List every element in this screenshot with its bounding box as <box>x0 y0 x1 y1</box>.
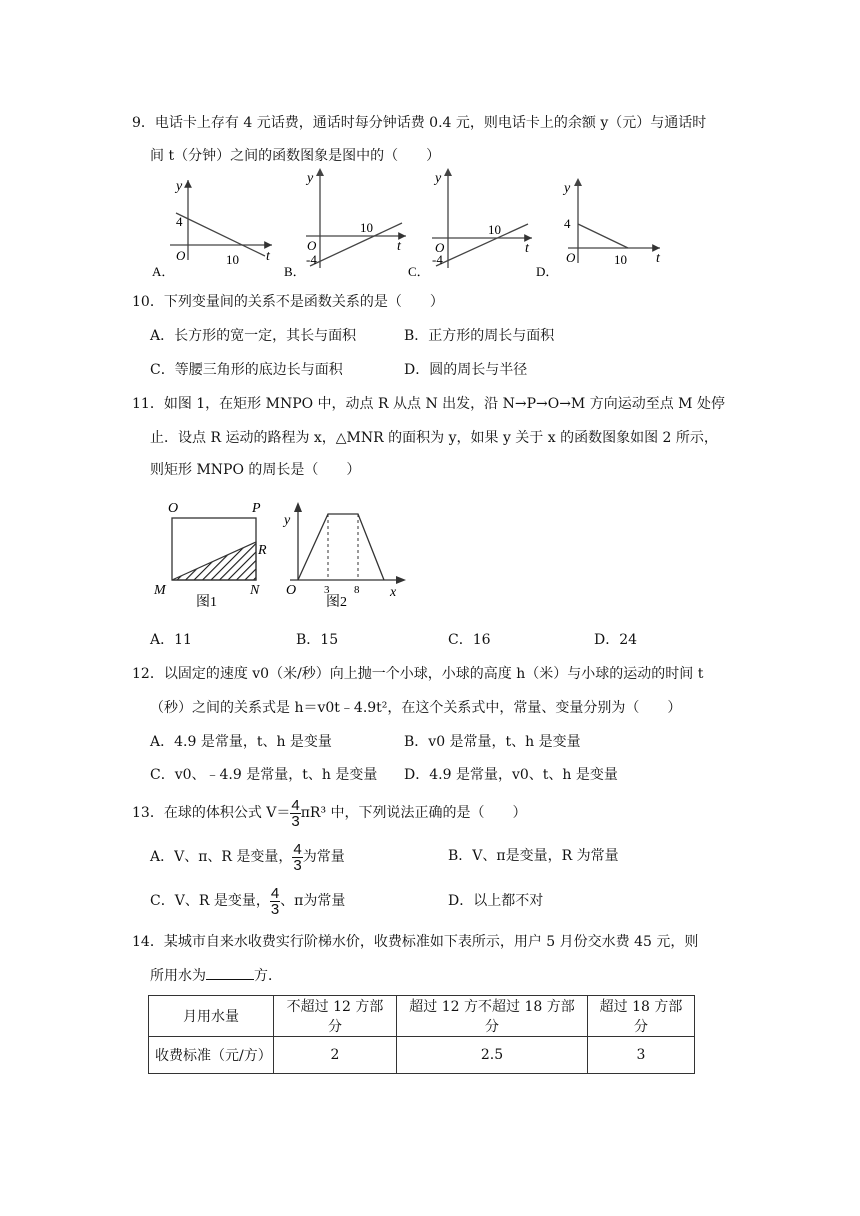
table-header-row <box>149 996 695 1037</box>
q11-option-b: B．15 <box>296 632 339 648</box>
svg-text:y: y <box>435 171 442 186</box>
table-cell: 2.5 <box>397 1037 588 1074</box>
q11-figure <box>150 496 420 612</box>
q9-stem-line1: 9．电话卡上存有 4 元话费，通话时每分钟话费 0.4 元，则电话卡上的余额 y（元）与通话时 <box>132 115 707 131</box>
svg-text:4: 4 <box>564 216 571 231</box>
table-cell: 2 <box>274 1037 397 1074</box>
q11-stem-line1: 11．如图 1，在矩形 MNPO 中，动点 R 从点 N 出发，沿 N→P→O→M 方向运动至点 M 处停 <box>132 396 725 412</box>
table-cell: 收费标准（元/方） <box>149 1037 274 1074</box>
svg-text:t: t <box>397 239 401 254</box>
svg-text:3: 3 <box>324 584 330 596</box>
svg-text:y: y <box>307 171 314 186</box>
q9-graph-a <box>152 179 272 279</box>
table-cell: 月用水量 <box>149 996 274 1037</box>
q11-stem-line2: 止．设点 R 运动的路程为 x，△MNR 的面积为 y，如果 y 关于 x 的函数图象如图 2 所示， <box>150 430 718 446</box>
svg-text:C．: C． <box>408 264 430 279</box>
q11-option-a: A．11 <box>150 632 192 648</box>
q10-option-c: C．等腰三角形的底边长与面积 <box>150 362 343 378</box>
q13-option-a: A．V、π、R 是变量， $\frac{4}{3}$ 为常量 <box>150 840 345 874</box>
q11-fig2 <box>282 502 406 610</box>
svg-text:O: O <box>286 583 297 598</box>
svg-text:N: N <box>250 583 260 598</box>
q9a-10: 10 <box>226 252 239 267</box>
q12-option-c: C．v0、﹣4.9 是常量，t、h 是变量 <box>150 767 378 783</box>
q14-stem-line1: 14．某城市自来水收费实行阶梯水价，收费标准如下表所示，用户 5 月份交水费 45 元，则 <box>132 934 699 950</box>
svg-text:y: y <box>284 513 291 528</box>
q13-option-d: D．以上都不对 <box>448 893 544 909</box>
q13-option-c: C．V、R 是变量， $\frac{4}{3}$ 、π为常量 <box>150 884 346 918</box>
q12-option-a: A．4.9 是常量，t、h 是变量 <box>150 734 332 750</box>
svg-text:-4: -4 <box>306 252 317 267</box>
q13-fraction: $\frac{4}{3}$ <box>291 796 300 830</box>
svg-text:t: t <box>525 241 529 256</box>
q9-graph-b <box>284 168 406 279</box>
table-row <box>149 1037 695 1074</box>
q12-option-d: D．4.9 是常量，v0、t、h 是变量 <box>404 767 618 783</box>
q14-stem-line2: 所用水为 方． <box>150 965 282 986</box>
svg-text:M: M <box>154 583 166 598</box>
q13-stem: 13．在球的体积公式 V＝ $\frac{4}{3}$ πR³ 中，下列说法正确的是（ ） <box>132 796 527 830</box>
q11-option-c: C．16 <box>448 632 491 648</box>
svg-text:8: 8 <box>354 584 360 596</box>
q10-option-d: D．圆的周长与半径 <box>404 362 528 378</box>
table-cell: 超过 12 方不超过 18 方部分 <box>397 996 588 1037</box>
svg-text:R: R <box>258 543 267 558</box>
q12-stem-line2: （秒）之间的关系式是 h＝v0t﹣4.9t²，在这个关系式中，常量、变量分别为（ ） <box>150 700 682 716</box>
svg-text:10: 10 <box>614 252 627 267</box>
svg-text:10: 10 <box>488 222 501 237</box>
q9-graph-d <box>536 178 661 279</box>
svg-text:O: O <box>566 250 576 265</box>
q10-option-b: B．正方形的周长与面积 <box>404 328 555 344</box>
svg-text:t: t <box>656 251 660 266</box>
svg-text:B．: B． <box>284 264 306 279</box>
table-cell: 不超过 12 方部分 <box>274 996 397 1037</box>
q11-stem-line3: 则矩形 MNPO 的周长是（ ） <box>150 462 361 478</box>
svg-text:y: y <box>564 181 571 196</box>
q9-stem-line2: 间 t（分钟）之间的函数图象是图中的（ ） <box>150 148 441 164</box>
table-cell: 3 <box>588 1037 695 1074</box>
q13-option-b: B．V、π是变量，R 为常量 <box>448 848 619 864</box>
q9-graph-c <box>408 168 532 279</box>
water-fee-table <box>148 995 695 1074</box>
svg-text:10: 10 <box>360 220 373 235</box>
q11-fig2-caption: 图2 <box>326 595 347 610</box>
q9a-t: t <box>266 249 270 264</box>
q11-fig1-caption: 图1 <box>196 595 217 610</box>
q9a-y-label: y <box>176 179 183 194</box>
svg-text:x: x <box>390 585 397 600</box>
svg-text:O: O <box>168 501 179 516</box>
q14-answer-blank <box>206 965 254 980</box>
svg-text:-4: -4 <box>432 252 443 267</box>
q10-stem: 10．下列变量间的关系不是函数关系的是（ ） <box>132 294 444 310</box>
svg-text:P: P <box>252 501 261 516</box>
table-cell: 超过 18 方部分 <box>588 996 695 1037</box>
svg-text:D．: D． <box>536 264 559 279</box>
svg-text:O: O <box>307 238 317 253</box>
q10-option-a: A．长方形的宽一定，其长与面积 <box>150 328 357 344</box>
q11-fig1 <box>153 501 267 610</box>
q9a-o: O <box>176 248 186 263</box>
q12-stem-line1: 12．以固定的速度 v0（米/秒）向上抛一个小球，小球的高度 h（米）与小球的运动的时间 t <box>132 666 704 682</box>
q11-option-d: D．24 <box>594 632 638 648</box>
svg-text:O: O <box>435 240 445 255</box>
q9-graphs <box>140 168 700 280</box>
q9a-label: A． <box>152 264 175 279</box>
q9a-4: 4 <box>176 214 183 229</box>
q12-option-b: B．v0 是常量，t、h 是变量 <box>404 734 581 750</box>
